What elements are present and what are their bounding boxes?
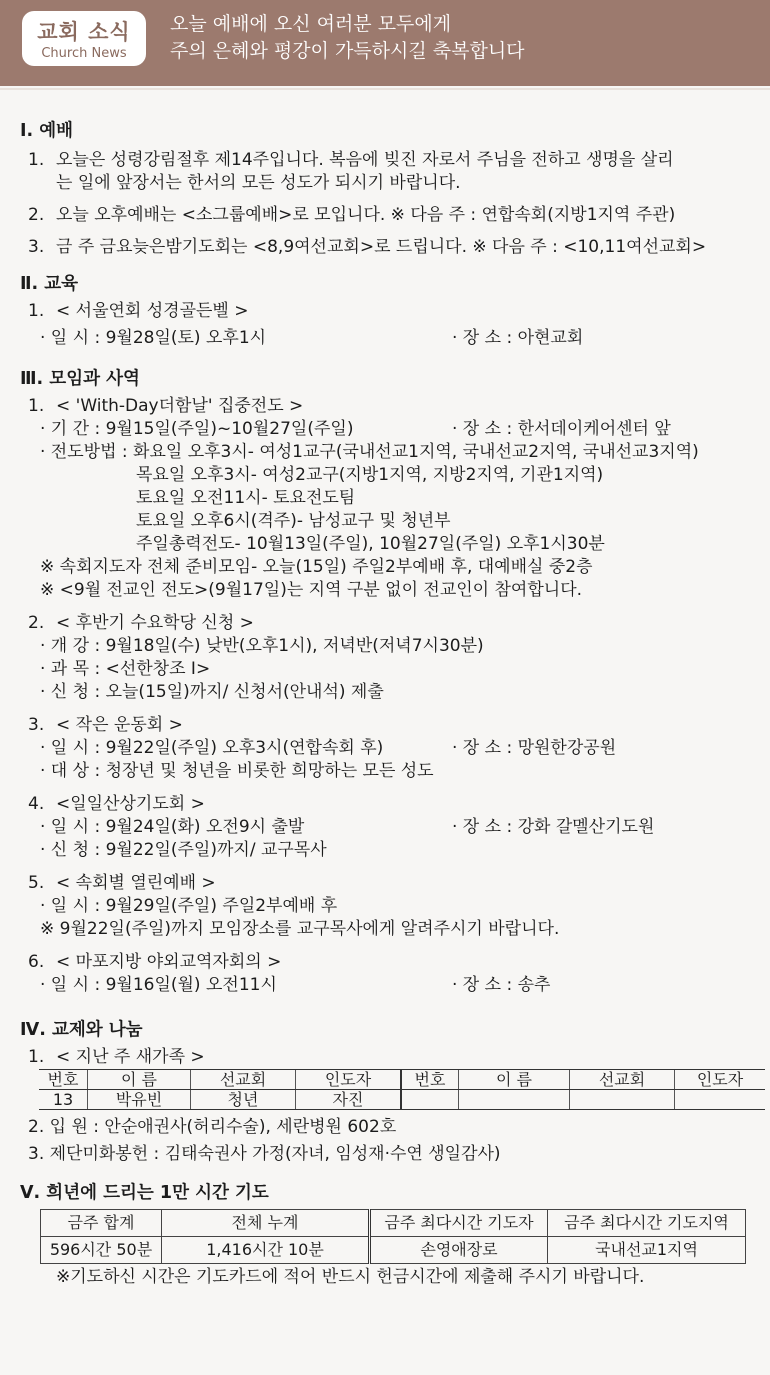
detail-text: · 개 강 : 9월18일(수) 낮반(오후1시), 저녁반(저녁7시30분) bbox=[40, 636, 484, 656]
table-cell: 1,416시간 10분 bbox=[162, 1237, 370, 1264]
table-cell bbox=[675, 1090, 766, 1110]
list-item bbox=[20, 612, 760, 635]
column-header: 선교회 bbox=[570, 1070, 675, 1090]
table-row bbox=[39, 1090, 765, 1110]
detail-text: · 과 목 : <선한창조 Ⅰ> bbox=[40, 659, 211, 679]
section-worship bbox=[20, 120, 760, 259]
note-text: ※기도하신 시간은 기도카드에 적어 반드시 헌금시간에 제출해 주시기 바랍니다. bbox=[56, 1267, 645, 1287]
column-header: 번호 bbox=[39, 1070, 88, 1090]
item-number: 4. bbox=[28, 794, 45, 814]
section-gatherings bbox=[20, 368, 760, 997]
list-item bbox=[20, 872, 760, 895]
list-item bbox=[20, 395, 760, 418]
badge-subtitle: Church News bbox=[41, 46, 127, 61]
item-number: 2. bbox=[28, 205, 45, 225]
note-text: ※ 9월22일(주일)까지 모임장소를 교구목사에게 알려주시기 바랍니다. bbox=[40, 919, 560, 939]
column-header: 선교회 bbox=[191, 1070, 296, 1090]
column-header: 이 름 bbox=[459, 1070, 570, 1090]
column-header: 번호 bbox=[401, 1070, 459, 1090]
table-cell: 자진 bbox=[296, 1090, 402, 1110]
column-header: 전체 누계 bbox=[162, 1210, 370, 1237]
column-header: 인도자 bbox=[296, 1070, 402, 1090]
item-title: < 지난 주 새가족 > bbox=[56, 1047, 205, 1067]
date-text: · 일 시 : 9월24일(화) 오전9시 출발 bbox=[40, 817, 305, 837]
item-text: 는 일에 앞장서는 한서의 모든 성도가 되시기 바랍니다. bbox=[56, 173, 461, 193]
altar-flower-item: 3. 제단미화봉헌 : 김태숙권사 가정(자녀, 임성재·수연 생일감사) bbox=[28, 1144, 501, 1164]
note-text: ※ <9월 전교인 전도>(9월17일)는 지역 구분 없이 전교인이 참여합니다. bbox=[40, 580, 583, 600]
item-title: < 'With-Day더함날' 집중전도 > bbox=[56, 396, 304, 416]
list-item bbox=[20, 951, 760, 974]
table-cell: 13 bbox=[39, 1090, 88, 1110]
item-title: < 속회별 열린예배 > bbox=[56, 873, 216, 893]
detail-row bbox=[20, 418, 760, 441]
date-text: · 일 시 : 9월28일(토) 오후1시 bbox=[40, 328, 267, 348]
badge-title: 교회 소식 bbox=[37, 20, 131, 44]
item-title: < 작은 운동회 > bbox=[56, 715, 183, 735]
section-fellowship bbox=[20, 1019, 760, 1166]
table-row bbox=[41, 1237, 746, 1264]
detail-text: · 대 상 : 청장년 및 청년을 비롯한 희망하는 모든 성도 bbox=[40, 761, 434, 781]
place-text: · 장 소 : 강화 갈멜산기도원 bbox=[452, 817, 655, 837]
place-text: · 장 소 : 망원한강공원 bbox=[452, 738, 617, 758]
detail-row bbox=[20, 327, 760, 350]
detail-text: · 신 청 : 9월22일(주일)까지/ 교구목사 bbox=[40, 840, 327, 860]
column-header: 인도자 bbox=[675, 1070, 766, 1090]
item-title: < 후반기 수요학당 신청 > bbox=[56, 613, 254, 633]
item-title: < 서울연회 성경골든벨 > bbox=[56, 301, 249, 321]
method-line: 토요일 오후6시(격주)- 남성교구 및 청년부 bbox=[136, 511, 451, 531]
header-divider bbox=[0, 88, 770, 90]
table-cell bbox=[459, 1090, 570, 1110]
section-title: Ⅳ. 교제와 나눔 bbox=[20, 1020, 143, 1040]
prayer-table bbox=[40, 1209, 746, 1264]
church-news-badge bbox=[22, 11, 146, 66]
table-cell: 국내선교1지역 bbox=[548, 1237, 746, 1264]
detail-row bbox=[20, 737, 760, 760]
greeting-message bbox=[170, 11, 525, 65]
list-item bbox=[20, 204, 760, 227]
item-number: 1. bbox=[28, 301, 45, 321]
section-title: Ⅴ. 희년에 드리는 1만 시간 기도 bbox=[20, 1183, 269, 1203]
item-number: 5. bbox=[28, 873, 45, 893]
list-item bbox=[20, 300, 760, 323]
greeting-line-2: 주의 은혜와 평강이 가득하시길 축복합니다 bbox=[170, 40, 525, 62]
hospital-item: 2. 입 원 : 안순애권사(허리수술), 세란병원 602호 bbox=[28, 1117, 397, 1137]
item-number: 3. bbox=[28, 715, 45, 735]
table-cell: 청년 bbox=[191, 1090, 296, 1110]
table-cell bbox=[401, 1090, 459, 1110]
period-text: · 기 간 : 9월15일(주일)~10월27일(주일) bbox=[40, 419, 354, 439]
section-prayer bbox=[20, 1182, 760, 1289]
list-item bbox=[20, 714, 760, 737]
detail-row bbox=[20, 974, 760, 997]
method-text: · 전도방법 : 화요일 오후3시- 여성1교구(국내선교1지역, 국내선교2지역, 국내선교3지역) bbox=[40, 442, 699, 462]
item-text: 오늘 오후예배는 <소그룹예배>로 모입니다. ※ 다음 주 : 연합속회(지방1지역 주관) bbox=[56, 205, 676, 225]
item-number: 1. bbox=[28, 1047, 45, 1067]
place-text: · 장 소 : 송추 bbox=[452, 975, 551, 995]
table-cell bbox=[570, 1090, 675, 1110]
table-cell: 손영애장로 bbox=[370, 1237, 548, 1264]
table-cell: 596시간 50분 bbox=[41, 1237, 162, 1264]
list-item bbox=[20, 793, 760, 816]
detail-text: · 신 청 : 오늘(15일)까지/ 신청서(안내석) 제출 bbox=[40, 682, 384, 702]
header-banner bbox=[0, 0, 770, 86]
item-title: <일일산상기도회 > bbox=[56, 794, 205, 814]
item-text: 금 주 금요늦은밤기도회는 <8,9여선교회>로 드립니다. ※ 다음 주 : <10,11여선교회> bbox=[56, 237, 707, 257]
date-text: · 일 시 : 9월16일(월) 오전11시 bbox=[40, 975, 277, 995]
method-line: 목요일 오후3시- 여성2교구(지방1지역, 지방2지역, 기관1지역) bbox=[136, 465, 604, 485]
item-number: 3. bbox=[28, 237, 45, 257]
detail-row bbox=[20, 816, 760, 839]
column-header: 금주 합계 bbox=[41, 1210, 162, 1237]
note-text: ※ 속회지도자 전체 준비모임- 오늘(15일) 주일2부예배 후, 대예배실 중2층 bbox=[40, 557, 593, 577]
section-title: Ⅱ. 교육 bbox=[20, 274, 79, 294]
table-header-row bbox=[41, 1210, 746, 1237]
section-title: Ⅰ. 예배 bbox=[20, 121, 74, 141]
news-content bbox=[20, 120, 760, 1289]
method-line: 주일총력전도- 10월13일(주일), 10월27일(주일) 오후1시30분 bbox=[136, 534, 605, 554]
place-text: · 장 소 : 한서데이케어센터 앞 bbox=[452, 419, 671, 439]
section-education bbox=[20, 273, 760, 350]
method-line: 토요일 오전11시- 토요전도팀 bbox=[136, 488, 356, 508]
column-header: 금주 최다시간 기도지역 bbox=[548, 1210, 746, 1237]
detail-text: · 일 시 : 9월29일(주일) 주일2부예배 후 bbox=[40, 896, 338, 916]
item-title: < 마포지방 야외교역자회의 > bbox=[56, 952, 282, 972]
item-number: 6. bbox=[28, 952, 45, 972]
item-text: 오늘은 성령강림절후 제14주입니다. 복음에 빚진 자로서 주님을 전하고 생명을 살리 bbox=[56, 150, 674, 170]
section-title: Ⅲ. 모임과 사역 bbox=[20, 369, 140, 389]
table-cell: 박유빈 bbox=[88, 1090, 191, 1110]
column-header: 이 름 bbox=[88, 1070, 191, 1090]
date-text: · 일 시 : 9월22일(주일) 오후3시(연합속회 후) bbox=[40, 738, 384, 758]
list-item bbox=[20, 236, 760, 259]
list-item bbox=[20, 1046, 760, 1069]
new-family-table bbox=[39, 1069, 765, 1110]
greeting-line-1: 오늘 예배에 오신 여러분 모두에게 bbox=[170, 13, 452, 35]
list-item bbox=[20, 149, 760, 195]
column-header: 금주 최다시간 기도자 bbox=[370, 1210, 548, 1237]
place-text: · 장 소 : 아현교회 bbox=[452, 328, 584, 348]
item-number: 1. bbox=[28, 150, 45, 170]
table-header-row bbox=[39, 1070, 765, 1090]
item-number: 2. bbox=[28, 613, 45, 633]
item-number: 1. bbox=[28, 396, 45, 416]
